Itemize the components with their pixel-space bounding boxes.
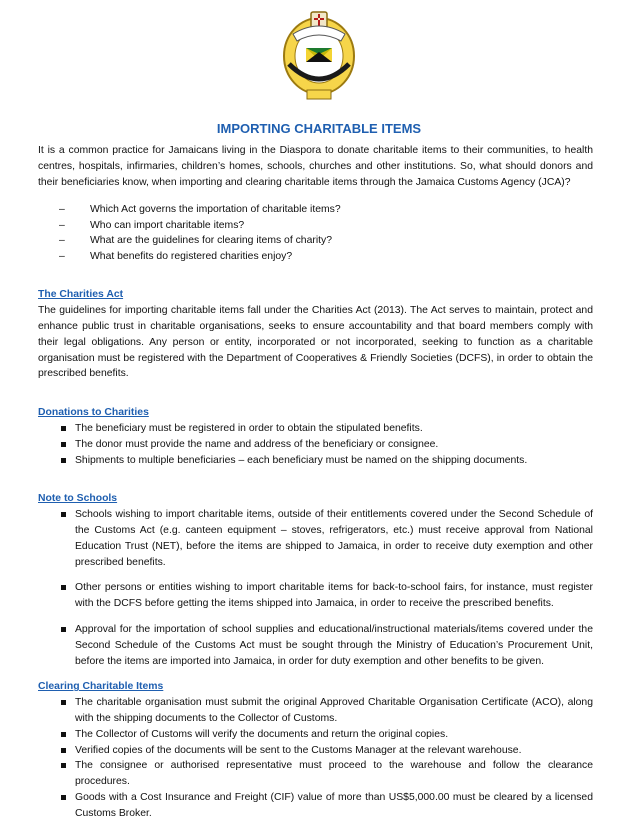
square-bullet-icon (61, 442, 66, 447)
intro-paragraph: It is a common practice for Jamaicans living in the Diaspora to donate charitable items to their communities, to health centres, hospitals, infirmaries, children’s homes, schools, churches and other institutions. So, what should donors and their beneficiaries know, when importing and clearing charitable items through the Jamaica Customs Agency (JCA)? (38, 145, 593, 188)
page-title: IMPORTING CHARITABLE ITEMS (216, 121, 422, 136)
square-bullet-icon (61, 748, 66, 753)
square-bullet-icon (61, 763, 66, 768)
list-item: Shipments to multiple beneficiaries – each beneficiary must be named on the shipping documents. (38, 453, 593, 469)
schools-heading: Note to Schools (38, 493, 118, 505)
list-item: Other persons or entities wishing to import charitable items for back-to-school fairs, for instance, must register with the DCFS before getting the items shipped into Jamaica, in order to receive the prescribed benefits. (38, 580, 593, 612)
dash-bullet: – (59, 204, 65, 216)
dash-bullet: – (59, 250, 65, 262)
donations-heading: Donations to Charities (38, 407, 149, 419)
square-bullet-icon (61, 458, 66, 463)
list-item: – What benefits do registered charities enjoy? (38, 249, 593, 265)
donations-list (38, 421, 593, 468)
list-item: Schools wishing to import charitable items, outside of their entitlements covered under the Second Schedule of the Customs Act (e.g. canteen equipment – stoves, refrigerators, etc.) must receive approval from National Education Trust (NET), before the items are shipped to Jamaica, in order to receive duty exemption and other prescribed benefits. (38, 507, 593, 570)
schools-list (38, 507, 593, 669)
square-bullet-icon (61, 426, 66, 431)
list-item: The beneficiary must be registered in order to obtain the stipulated benefits. (38, 421, 593, 437)
list-item: The donor must provide the name and address of the beneficiary or consignee. (38, 437, 593, 453)
list-item: – Which Act governs the importation of charitable items? (38, 202, 593, 218)
document-body (38, 143, 593, 822)
list-item: – What are the guidelines for clearing items of charity? (38, 233, 593, 249)
questions-list (38, 202, 593, 264)
square-bullet-icon (61, 512, 66, 517)
list-item: Approval for the importation of school supplies and educational/instructional materials/items covered under the Second Schedule of the Customs Act must be sought through the Ministry of Education’s Procurement Unit, before the items are imported into Jamaica, in order for duty exemption and other benefits to be given. (38, 622, 593, 669)
square-bullet-icon (61, 585, 66, 590)
square-bullet-icon (61, 700, 66, 705)
clearing-heading: Clearing Charitable Items (38, 681, 164, 693)
list-item: Verified copies of the documents will be sent to the Customs Manager at the relevant warehouse. (38, 743, 593, 759)
clearing-list (38, 695, 593, 821)
list-item: – Who can import charitable items? (38, 218, 593, 234)
charities-act-paragraph: The guidelines for importing charitable items fall under the Charities Act (2013). The Act serves to maintain, protect and enhance public trust in charitable organisations, seeks to ensure accountability and that board members comply with their legal obligations. Any person or entity, incorporated or not incorporated, seeking to function as a charitable organisation must be registered with the Department of Cooperatives & Friendly Societies (DCFS), in order to obtain the prescribed benefits. (38, 305, 593, 380)
dash-bullet: – (59, 235, 65, 247)
list-item: The charitable organisation must submit the original Approved Charitable Organisation Certificate (ACO), along with the shipping documents to the Collector of Customs. (38, 695, 593, 727)
list-item: Goods with a Cost Insurance and Freight (CIF) value of more than US$5,000.00 must be cleared by a licensed Customs Broker. (38, 790, 593, 822)
charities-act-heading: The Charities Act (38, 289, 124, 301)
jamaica-customs-crest-icon (276, 4, 362, 104)
square-bullet-icon (61, 795, 66, 800)
list-item: The Collector of Customs will verify the documents and return the original copies. (38, 727, 593, 743)
square-bullet-icon (61, 627, 66, 632)
dash-bullet: – (59, 219, 65, 231)
square-bullet-icon (61, 732, 66, 737)
list-item: The consignee or authorised representative must proceed to the warehouse and follow the clearance procedures. (38, 758, 593, 790)
